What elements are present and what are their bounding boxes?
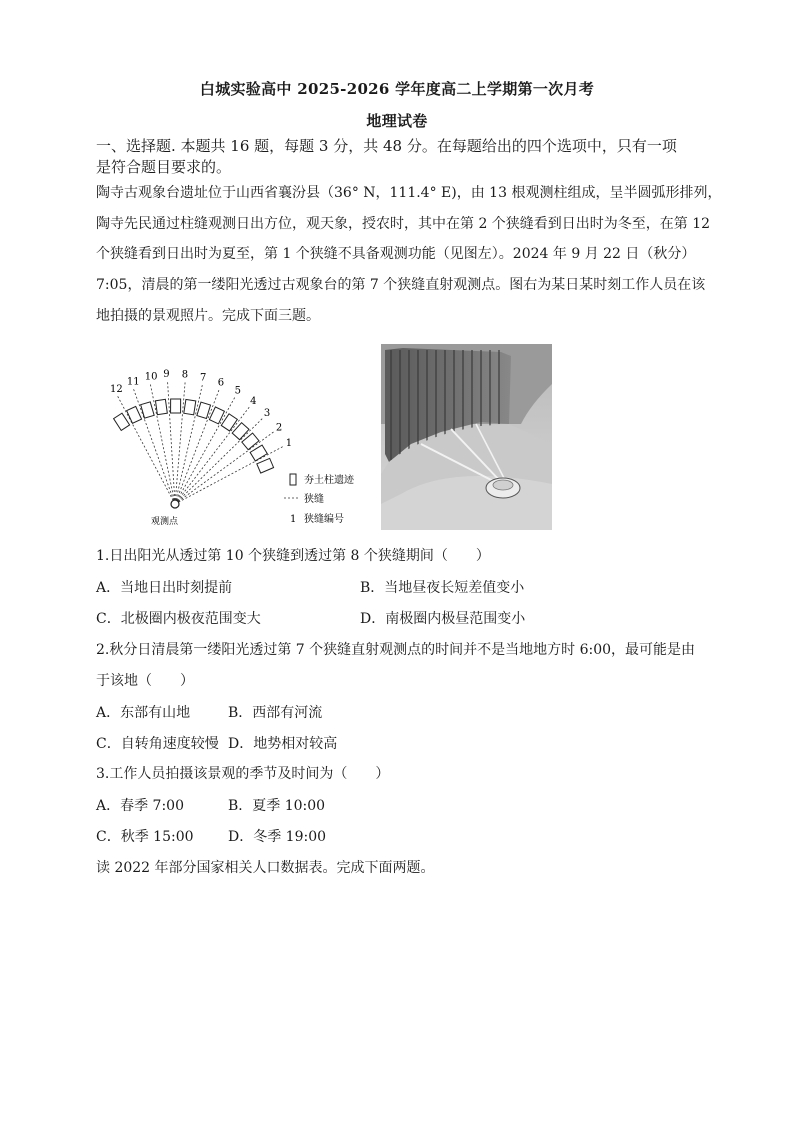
question-3-option-b: B．夏季 10:00 (228, 798, 326, 814)
slit-lines (118, 382, 283, 504)
slit-number: 5 (234, 385, 241, 397)
site-photo (381, 344, 552, 530)
slit-number: 10 (144, 371, 158, 383)
question-2-stem-cont: 于该地（ ） (96, 673, 194, 689)
legend-number-label: 狭缝编号 (304, 514, 344, 525)
pillar (114, 413, 130, 430)
slit-number: 8 (181, 369, 189, 381)
question-2-option-a: A．东部有山地 (96, 705, 191, 721)
closing-instruction: 读 2022 年部分国家相关人口数据表。完成下面两题。 (96, 860, 435, 876)
site-photo-svg (381, 344, 552, 530)
observer-label: 观测点 (151, 517, 179, 527)
question-2-option-d: D．地势相对较高 (228, 736, 338, 752)
slit-number: 2 (275, 422, 283, 434)
slit-number: 6 (217, 377, 225, 389)
pillar-arc (114, 399, 274, 473)
question-1-option-c: C．北极圈内极夜范围变大 (96, 611, 261, 627)
observatory-diagram-svg (104, 362, 370, 532)
pillar (141, 402, 155, 418)
pillar (257, 458, 274, 473)
slit-line (175, 419, 262, 504)
pillar (184, 399, 196, 414)
exam-title: 白城实验高中 2025-2026 学年度高二上学期第一次月考 (199, 80, 595, 98)
passage-line: 陶寺古观象台遗址位于山西省襄汾县（36° N，111.4° E)，由 13 根观测柱组成，呈半圆弧形排列， (96, 185, 722, 201)
question-2-option-b: B．西部有河流 (228, 705, 323, 721)
slit-number: 9 (163, 369, 170, 381)
slit-number: 3 (263, 408, 271, 420)
question-3-option-c: C．秋季 15:00 (96, 829, 194, 845)
legend-pillar-icon (290, 474, 296, 485)
question-2-stem: 2.秋分日清晨第一缕阳光透过第 7 个狭缝直射观测点的时间并不是当地地方时 6:00，最可能是由 (96, 642, 696, 658)
question-1-option-b: B．当地昼夜长短差值变小 (360, 580, 525, 596)
slit-number: 12 (110, 384, 123, 396)
question-1-option-a: A．当地日出时刻提前 (96, 580, 233, 596)
pillar (127, 406, 142, 423)
passage-line: 个狭缝看到日出时为夏至，第 1 个狭缝不具备观测功能（见图左）。2024 年 9 月 22 日（秋分） (96, 246, 696, 262)
slit-number: 1 (285, 438, 293, 449)
pillar (221, 414, 237, 431)
passage-line: 7:05，清晨的第一缕阳光透过古观象台的第 7 个狭缝直射观测点。图右为某日某时刻工作人员在该 (96, 277, 706, 293)
passage-line: 陶寺先民通过柱缝观测日出方位，观天象，授农时，其中在第 2 个狭缝看到日出时为冬至，在第 12 (96, 216, 711, 232)
question-3-option-d: D．冬季 19:00 (228, 829, 327, 845)
pillar (232, 423, 249, 440)
legend-slit-label: 狭缝 (304, 494, 324, 505)
slit-number: 4 (250, 395, 257, 407)
question-3-stem: 3.工作人员拍摄该景观的季节及时间为（ ） (96, 766, 390, 782)
observatory-diagram (104, 362, 370, 532)
section-instruction-line2: 是符合题目要求的。 (96, 158, 232, 176)
passage-line: 地拍摄的景观照片。完成下面三题。 (96, 308, 320, 324)
section-instruction-line1: 一、选择题. 本题共 16 题，每题 3 分，共 48 分。在每题给出的四个选项中，只有一项 (96, 137, 677, 155)
observer-point-icon (171, 500, 179, 508)
legend-pillar-label: 夯土柱遗迹 (304, 475, 354, 486)
question-3-option-a: A．春季 7:00 (96, 798, 184, 814)
question-2-option-c: C．自转角速度较慢 (96, 736, 219, 752)
question-1-option-d: D．南极圈内极昼范围变小 (360, 611, 526, 627)
pillar (171, 399, 181, 413)
pillar (197, 402, 211, 418)
slit-line (175, 390, 219, 504)
question-1-stem: 1.日出阳光从透过第 10 个狭缝到透过第 8 个狭缝期间（ ） (96, 548, 490, 564)
slit-number: 7 (200, 372, 207, 384)
exam-subtitle: 地理试卷 (366, 112, 428, 130)
pillar (155, 399, 167, 414)
legend-number-symbol: 1 (290, 514, 297, 525)
slit-number: 11 (126, 376, 140, 388)
